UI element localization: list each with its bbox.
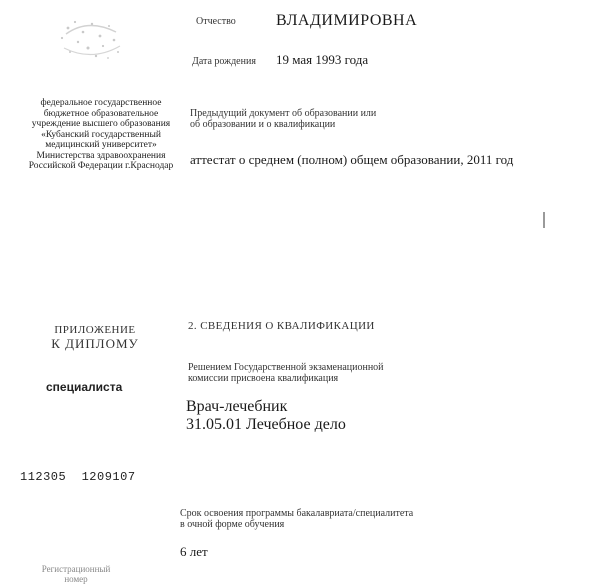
diploma-type: специалиста	[46, 380, 123, 394]
registration-label-line1: Регистрационный	[41, 564, 111, 574]
registration-label-line2: номер	[64, 574, 88, 584]
commission-text-line1: Решением Государственной экзаменационной	[188, 362, 384, 373]
appendix-heading	[40, 324, 150, 352]
registration-label	[40, 564, 112, 584]
birth-date-label: Дата рождения	[192, 56, 256, 67]
study-term-value: 6 лет	[180, 544, 208, 559]
birth-date-value: 19 мая 1993 года	[276, 52, 369, 67]
serial-number: 112305 1209107	[20, 470, 136, 484]
qualification-value: Врач-лечебник	[186, 398, 288, 415]
previous-document-label-line1: Предыдущий документ об образовании или	[190, 108, 377, 119]
patronymic-label: Отчество	[196, 16, 236, 27]
previous-document-label-line2: об образовании и о квалификации	[190, 119, 336, 130]
institution-name: федеральное государственное бюджетное образовательное учреждение высшего образования «Кубанский государственный медицинский университет» Министерства здравоохранения Российской Федерации г.Краснодар	[28, 98, 174, 171]
specialty-value: 31.05.01 Лечебное дело	[186, 416, 346, 433]
commission-text	[188, 362, 384, 384]
patronymic-value: ВЛАДИМИРОВНА	[276, 12, 418, 29]
study-term-label	[180, 508, 413, 530]
previous-document-label	[190, 108, 376, 130]
appendix-line1: ПРИЛОЖЕНИЕ	[54, 324, 136, 336]
study-term-label-line1: Срок освоения программы бакалавриата/специалитета	[180, 508, 414, 519]
previous-document-value: аттестат о среднем (полном) общем образовании, 2011 год	[190, 152, 514, 167]
seal-impression	[48, 8, 138, 64]
appendix-line2: К ДИПЛОМУ	[51, 336, 139, 351]
commission-text-line2: комиссии присвоена квалификация	[188, 373, 339, 384]
study-term-label-line2: в очной форме обучения	[180, 519, 285, 530]
margin-mark	[543, 212, 545, 228]
section-2-title: 2. СВЕДЕНИЯ О КВАЛИФИКАЦИИ	[188, 320, 375, 332]
